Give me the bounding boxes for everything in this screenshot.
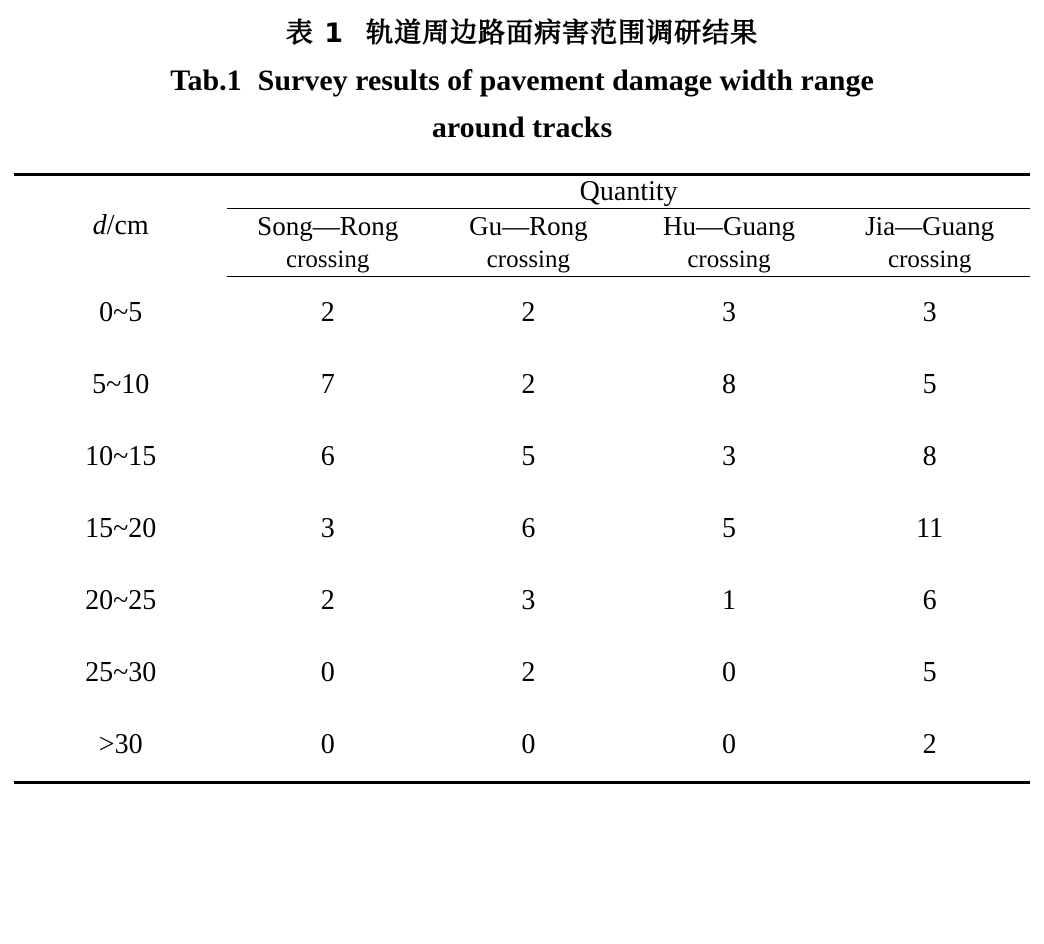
cell-value: 3 bbox=[722, 440, 736, 472]
cell-value: 0 bbox=[521, 728, 536, 760]
caption-english-title-line2: around tracks bbox=[431, 110, 613, 144]
table-body bbox=[14, 276, 1030, 784]
cell-value: 11 bbox=[916, 512, 944, 544]
caption-english-label: Tab.1 bbox=[170, 64, 242, 98]
cell-value: 5 bbox=[922, 368, 937, 400]
column-header-d-cm bbox=[14, 175, 227, 277]
row-label: 5~10 bbox=[92, 368, 150, 400]
cell-value: 6 bbox=[521, 512, 536, 544]
cell-value: 7 bbox=[320, 368, 335, 400]
cell-value: 2 bbox=[521, 368, 536, 400]
table-row bbox=[14, 565, 1030, 637]
table-head bbox=[14, 175, 1030, 277]
cell-value: 2 bbox=[922, 728, 937, 760]
cell-value: 5 bbox=[722, 512, 736, 544]
cell-value: 3 bbox=[922, 296, 937, 328]
row-label: 15~20 bbox=[85, 512, 157, 544]
cell-value: 8 bbox=[922, 440, 937, 472]
column-header-gu-rong-line2: crossing bbox=[486, 245, 570, 273]
caption-english-title-line1: Survey results of pavement damage width range bbox=[257, 64, 874, 98]
cell-value: 2 bbox=[521, 656, 536, 688]
table-header-row-group bbox=[14, 175, 1030, 209]
cell-value: 0 bbox=[722, 656, 736, 688]
cell-value: 6 bbox=[922, 584, 937, 616]
column-header-hu-guang bbox=[629, 209, 830, 277]
cell-value: 5 bbox=[922, 656, 937, 688]
column-header-jia-guang-line2: crossing bbox=[888, 245, 972, 273]
cell-value: 3 bbox=[320, 512, 335, 544]
cell-value: 6 bbox=[320, 440, 335, 472]
cell-value: 0 bbox=[320, 728, 335, 760]
caption-chinese-number: 表 1 bbox=[285, 18, 345, 49]
cell-value: 0 bbox=[320, 656, 335, 688]
column-header-jia-guang-line1: Jia—Guang bbox=[865, 211, 995, 242]
table-row bbox=[14, 349, 1030, 421]
column-header-hu-guang-line1: Hu—Guang bbox=[663, 211, 795, 242]
caption-chinese bbox=[14, 16, 1030, 52]
column-group-header-quantity: Quantity bbox=[227, 175, 1030, 209]
cell-value: 3 bbox=[722, 296, 736, 328]
cell-value: 1 bbox=[722, 584, 736, 616]
column-header-gu-rong bbox=[428, 209, 629, 277]
caption-english bbox=[14, 58, 1030, 151]
table-row bbox=[14, 493, 1030, 565]
table-caption bbox=[14, 0, 1030, 151]
column-header-jia-guang bbox=[829, 209, 1030, 277]
cell-value: 3 bbox=[521, 584, 536, 616]
table-row bbox=[14, 709, 1030, 783]
caption-chinese-title: 轨道周边路面病害范围调研结果 bbox=[366, 18, 759, 49]
row-label: 20~25 bbox=[85, 584, 157, 616]
column-header-song-rong-line1: Song—Rong bbox=[257, 211, 399, 242]
cell-value: 2 bbox=[320, 296, 335, 328]
table-row bbox=[14, 421, 1030, 493]
table-row bbox=[14, 276, 1030, 349]
row-label: 0~5 bbox=[99, 296, 143, 328]
column-header-gu-rong-line1: Gu—Rong bbox=[469, 211, 588, 242]
cell-value: 2 bbox=[521, 296, 536, 328]
cell-value: 5 bbox=[521, 440, 536, 472]
table-bottom-rule bbox=[14, 782, 1030, 784]
row-label: >30 bbox=[98, 728, 143, 760]
cell-value: 2 bbox=[320, 584, 335, 616]
column-header-song-rong bbox=[227, 209, 428, 277]
column-header-song-rong-line2: crossing bbox=[286, 245, 370, 273]
column-header-cm-unit: /cm bbox=[106, 210, 149, 242]
column-header-d-symbol: d bbox=[92, 210, 107, 242]
cell-value: 0 bbox=[722, 728, 736, 760]
column-header-hu-guang-line2: crossing bbox=[687, 245, 771, 273]
row-label: 25~30 bbox=[85, 656, 157, 688]
survey-results-table bbox=[14, 173, 1030, 784]
cell-value: 8 bbox=[722, 368, 736, 400]
table-row bbox=[14, 637, 1030, 709]
row-label: 10~15 bbox=[85, 440, 157, 472]
